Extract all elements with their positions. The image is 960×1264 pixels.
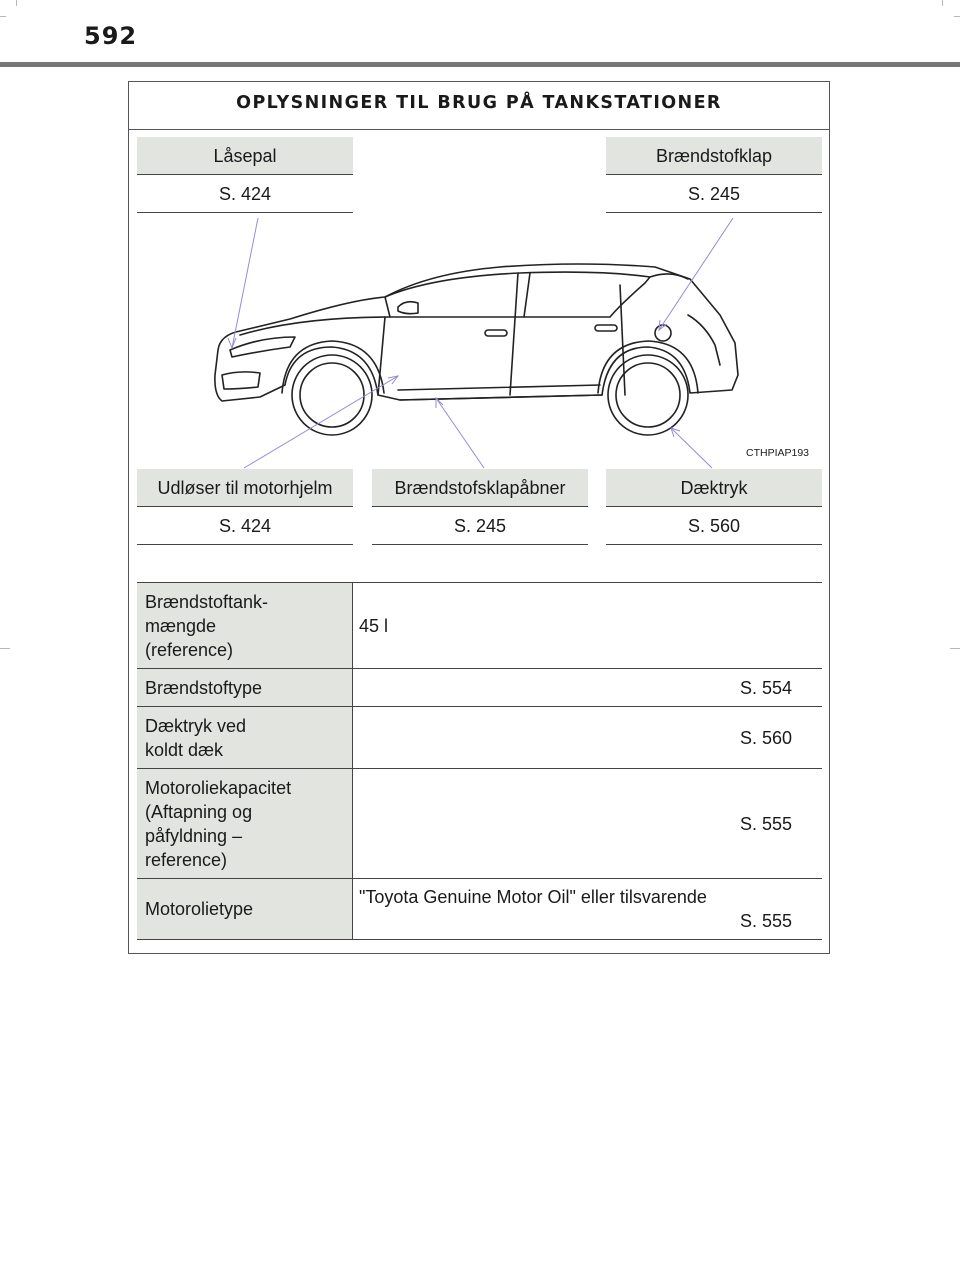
callout-ref-fuel-opener[interactable]: S. 245 — [372, 507, 588, 545]
callout-label-fuel-door: Brændstofklap — [606, 137, 822, 175]
table-row — [137, 706, 822, 768]
spec-label: Brændstoftank- mængde (reference) — [137, 583, 353, 668]
callout-line-fuel-door — [659, 218, 733, 330]
table-row — [137, 668, 822, 706]
table-row — [137, 878, 822, 940]
page-number: 592 — [84, 22, 138, 50]
callout-line-tire — [671, 428, 712, 468]
illustration-code: CTHPIAP193 — [746, 447, 810, 459]
callout-line-hood-release — [244, 376, 398, 468]
spec-label: Motorolietype — [137, 879, 353, 939]
callout-line-lock-lever — [232, 218, 258, 348]
box-title: OPLYSNINGER TIL BRUG PÅ TANKSTATIONER — [129, 82, 829, 130]
callout-label-tire-pressure: Dæktryk — [606, 469, 822, 507]
callout-ref-hood-release[interactable]: S. 424 — [137, 507, 353, 545]
spec-value: 45 l — [359, 615, 389, 636]
spec-label: Motoroliekapacitet (Aftapning og påfyldning – reference) — [137, 769, 353, 878]
callout-label-lock-lever: Låsepal — [137, 137, 353, 175]
spec-label: Dæktryk ved koldt dæk — [137, 707, 353, 768]
spec-value: "Toyota Genuine Motor Oil" eller tilsvarende — [359, 887, 707, 907]
callout-label-fuel-opener: Brændstofsklapåbner — [372, 469, 588, 507]
spec-ref[interactable]: S. 554 — [739, 677, 792, 698]
spec-ref[interactable]: S. 555 — [739, 813, 792, 834]
callout-line-fuel-opener — [436, 398, 484, 468]
callout-ref-fuel-door[interactable]: S. 245 — [606, 175, 822, 213]
table-row — [137, 768, 822, 878]
callout-label-hood-release: Udløser til motorhjelm — [137, 469, 353, 507]
callout-ref-lock-lever[interactable]: S. 424 — [137, 175, 353, 213]
spec-ref[interactable]: S. 560 — [739, 727, 792, 748]
spec-label: Brændstoftype — [137, 669, 353, 706]
table-row — [137, 582, 822, 668]
spec-ref[interactable]: S. 555 — [739, 911, 792, 931]
callout-ref-tire-pressure[interactable]: S. 560 — [606, 507, 822, 545]
